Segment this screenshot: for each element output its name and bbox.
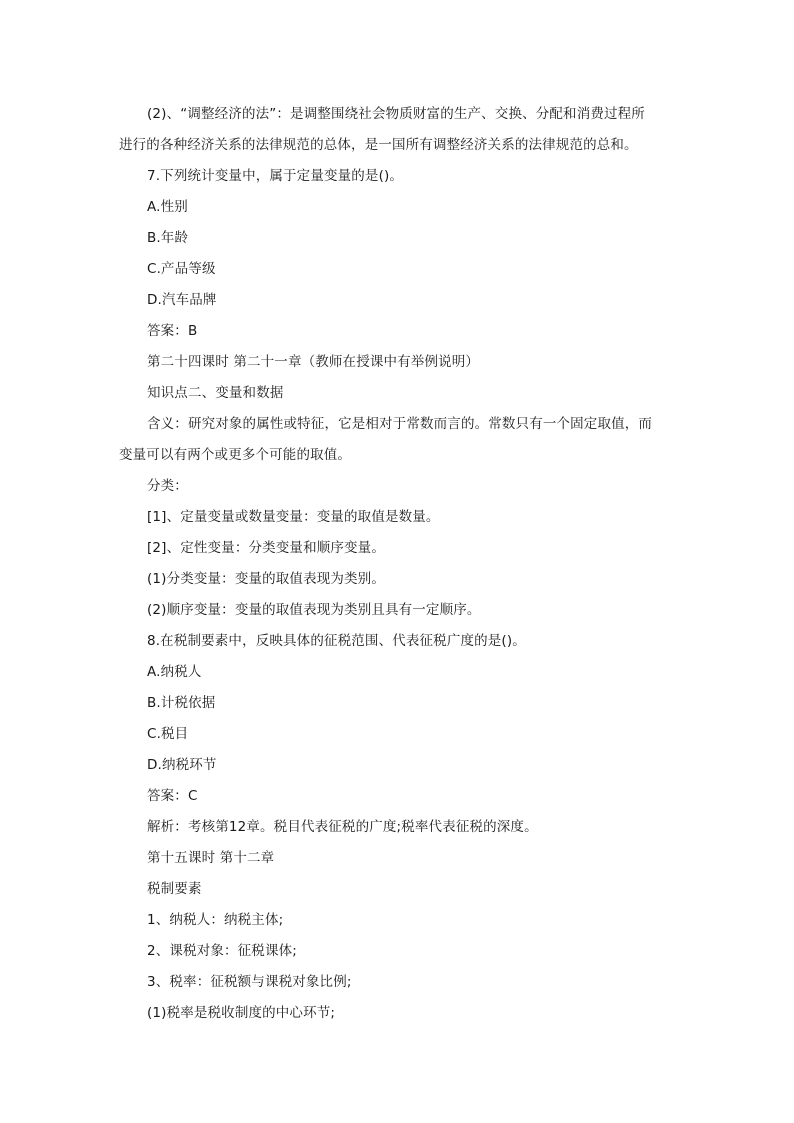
question-7-option-b: B.年龄 <box>147 230 189 246</box>
paragraph-line: 进行的各种经济关系的法律规范的总体，是一国所有调整经济关系的法律规范的总和。 <box>119 137 638 153</box>
list-item: [2]、定性变量：分类变量和顺序变量。 <box>147 540 385 556</box>
list-item: 3、税率：征税额与课税对象比例; <box>147 974 352 990</box>
list-item: (1)分类变量：变量的取值表现为类别。 <box>147 571 385 587</box>
question-8-explanation: 解析：考核第12章。税目代表征税的广度;税率代表征税的深度。 <box>147 819 538 835</box>
question-7-answer: 答案：B <box>147 323 198 339</box>
question-7-option-d: D.汽车品牌 <box>147 292 217 308</box>
knowledge-point-heading: 知识点二、变量和数据 <box>147 385 284 401</box>
list-item: 1、纳税人：纳税主体; <box>147 912 284 928</box>
paragraph-line: 分类： <box>147 478 188 494</box>
lesson-heading: 第十五课时 第十二章 <box>147 850 275 866</box>
question-8-answer: 答案：C <box>147 788 198 804</box>
list-item: 2、课税对象：征税课体; <box>147 943 297 959</box>
list-item: (2)顺序变量：变量的取值表现为类别且具有一定顺序。 <box>147 602 481 618</box>
list-item: [1]、定量变量或数量变量：变量的取值是数量。 <box>147 509 440 525</box>
question-8-option-d: D.纳税环节 <box>147 757 217 773</box>
paragraph-line: (2)、“调整经济的法”：是调整围绕社会物质财富的生产、交换、分配和消费过程所 <box>147 106 645 122</box>
paragraph-line: 含义：研究对象的属性或特征，它是相对于常数而言的。常数只有一个固定取值，而 <box>147 416 653 432</box>
list-item: (1)税率是税收制度的中心环节; <box>147 1005 336 1021</box>
question-8-option-c: C.税目 <box>147 726 189 742</box>
question-8-stem: 8.在税制要素中，反映具体的征税范围、代表征税广度的是()。 <box>147 633 526 649</box>
question-7-option-c: C.产品等级 <box>147 261 216 277</box>
section-heading: 税制要素 <box>147 881 202 897</box>
question-7-stem: 7.下列统计变量中，属于定量变量的是()。 <box>147 168 404 184</box>
paragraph-line: 变量可以有两个或更多个可能的取值。 <box>119 447 352 463</box>
question-8-option-a: A.纳税人 <box>147 664 202 680</box>
question-8-option-b: B.计税依据 <box>147 695 216 711</box>
document-body <box>119 99 675 1029</box>
question-7-option-a: A.性别 <box>147 199 188 215</box>
lesson-heading: 第二十四课时 第二十一章（教师在授课中有举例说明） <box>147 354 480 370</box>
